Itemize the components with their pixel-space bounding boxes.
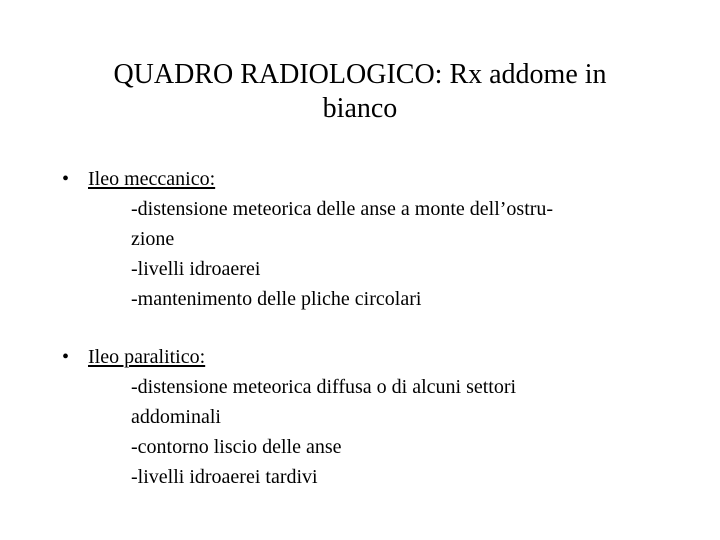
bullet-icon: • bbox=[62, 168, 70, 190]
bullet-heading: Ileo paralitico: bbox=[88, 346, 206, 368]
bullet-detail-list bbox=[131, 372, 651, 492]
slide-title-line-2: bianco bbox=[322, 93, 398, 124]
bullet-detail-line: zione bbox=[131, 228, 175, 250]
bullet-section-ileo-meccanico bbox=[62, 164, 682, 314]
bullet-detail-line: -distensione meteorica diffusa o di alcuni settori bbox=[131, 376, 517, 398]
bullet-icon: • bbox=[62, 346, 70, 368]
bullet-detail-line: -contorno liscio delle anse bbox=[131, 436, 342, 458]
bullet-detail-line: -livelli idroaerei bbox=[131, 258, 261, 280]
bullet-detail-line: -distensione meteorica delle anse a monte dell’ostru- bbox=[131, 198, 554, 220]
bullet-detail-line: addominali bbox=[131, 406, 221, 428]
slide-title-line-1: QUADRO RADIOLOGICO: Rx addome in bbox=[113, 59, 607, 90]
bullet-detail-line: -livelli idroaerei tardivi bbox=[131, 466, 318, 488]
bullet-heading-row bbox=[62, 342, 682, 372]
bullet-heading-row bbox=[62, 164, 682, 194]
bullet-heading: Ileo meccanico: bbox=[88, 168, 216, 190]
slide-title bbox=[40, 58, 680, 126]
bullet-detail-list bbox=[131, 194, 651, 314]
bullet-section-ileo-paralitico bbox=[62, 342, 682, 492]
bullet-detail-line: -mantenimento delle pliche circolari bbox=[131, 288, 422, 310]
